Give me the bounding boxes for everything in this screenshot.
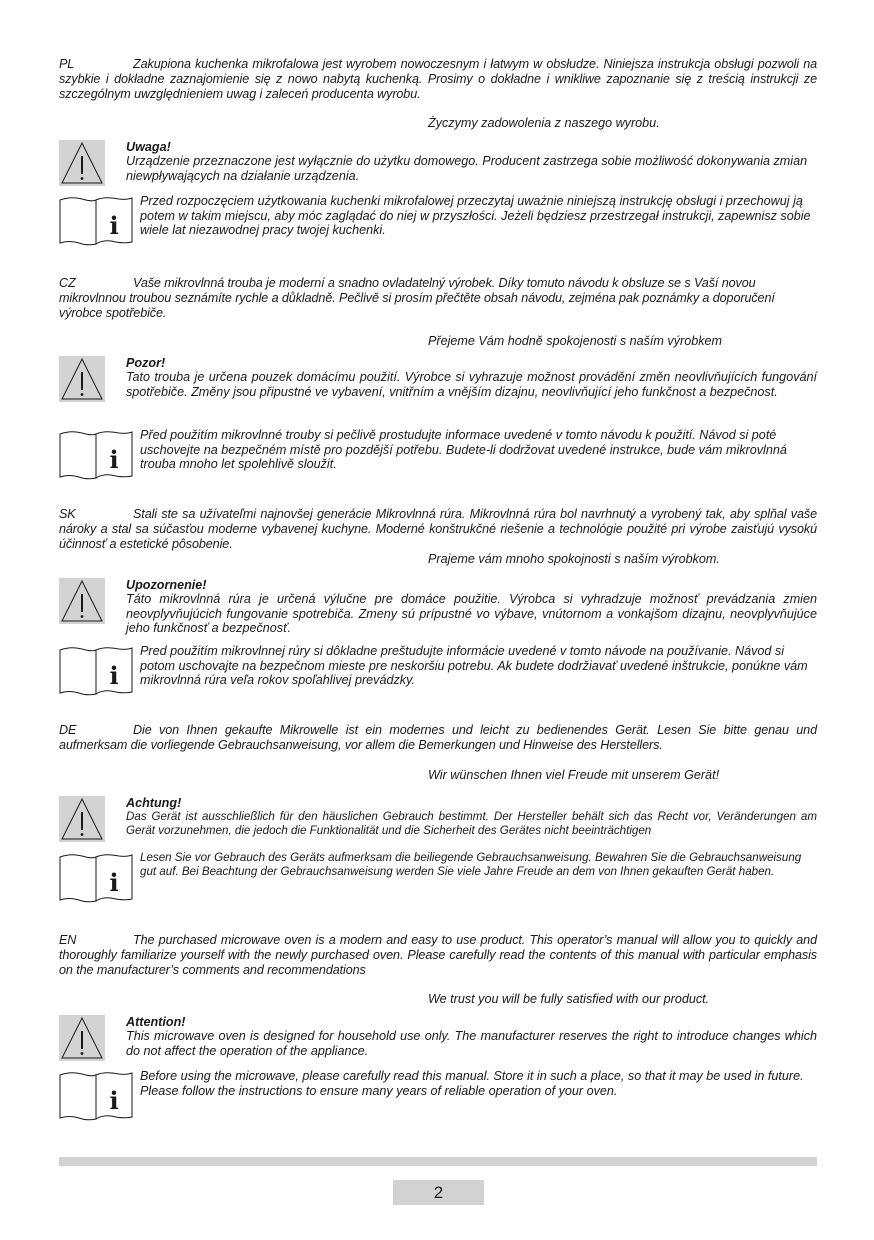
intro-paragraph bbox=[59, 507, 817, 553]
warning-body: Das Gerät ist ausschließlich für den häuslichen Gebrauch bestimmt. Der Hersteller behält sich das Recht vor, Veränderungen am Gerät vorzunehmen, die jedoch die Funktionalität und die Sicherheit des Gerätes nicht beeinträchtigen bbox=[126, 810, 817, 837]
svg-text:i: i bbox=[109, 1086, 119, 1115]
footer-divider bbox=[59, 1157, 817, 1166]
closing-wish: Přejeme Vám hodně spokojenosti s naším výrobkem bbox=[428, 334, 722, 348]
section-de bbox=[59, 723, 817, 897]
svg-text:i: i bbox=[109, 211, 119, 240]
language-code: PL bbox=[59, 57, 75, 71]
info-text: Před použitím mikrovlnné trouby si pečlivě prostudujte informace uvedené v tomto návodu k použití. Návod si poté uschovejte na bezpečném místě pro pozdější potřebu. Budete-li dodržovat uvedené instrukce, bude vám mikrovlnná trouba mnoho let spolehlivě sloužit. bbox=[140, 428, 787, 471]
intro-text: Vaše mikrovlnná trouba je moderní a snadno ovladatelný výrobek. Díky tomuto návodu k obsluze se s Vaší novou mikrovlnnou troubou seznámíte rychle a důkladně. Pečlivě si prosím přečtěte obsah návodu, zejména pak poznámky a doporučení výrobce spotřebiče. bbox=[59, 276, 775, 321]
language-code: EN bbox=[59, 933, 77, 947]
language-code: DE bbox=[59, 723, 77, 737]
warning-title: Upozornenie! bbox=[126, 578, 207, 592]
warning-body: Urządzenie przeznaczone jest wyłącznie do użytku domowego. Producent zastrzega sobie możliwość dokonywania zmian niewpływających na działanie urządzenia. bbox=[126, 154, 808, 183]
warning-triangle-icon bbox=[59, 356, 105, 402]
warning-triangle-icon bbox=[59, 140, 105, 186]
info-text: Przed rozpoczęciem użytkowania kuchenki mikrofalowej przeczytaj uważnie niniejszą instrukcję obsługi i przechowuj ją potem w takim miejscu, aby móc zaglądać do niej w przyszłości. Jeżeli będziesz przestrzegał instrukcji, zapewnisz sobie wiele lat niezawodnej pracy twojej kuchenki. bbox=[140, 194, 811, 237]
closing-wish: Prajeme vám mnoho spokojnosti s naším výrobkom. bbox=[428, 552, 720, 566]
closing-wish: Wir wünschen Ihnen viel Freude mit unserem Gerät! bbox=[428, 768, 720, 782]
closing-wish: We trust you will be fully satisfied with our product. bbox=[428, 992, 710, 1006]
language-code: SK bbox=[59, 507, 76, 521]
language-code: CZ bbox=[59, 276, 76, 290]
warning-title: Attention! bbox=[126, 1015, 186, 1029]
intro-paragraph bbox=[59, 276, 817, 322]
intro-text: The purchased microwave oven is a modern and easy to use product. This operator’s manual will allow you to quickly and thoroughly familiarize yourself with the newly purchased oven. Please carefully read the contents of this manual with particular emphasis on the manufacturer’s comments and recommendations bbox=[59, 933, 817, 978]
info-book-icon bbox=[59, 1069, 135, 1115]
closing-wish: Życzymy zadowolenia z naszego wyrobu. bbox=[428, 116, 660, 130]
info-book-icon bbox=[59, 194, 135, 240]
svg-text:i: i bbox=[109, 445, 119, 474]
warning-title: Uwaga! bbox=[126, 140, 171, 154]
warning-title: Achtung! bbox=[126, 796, 182, 810]
section-cz bbox=[59, 276, 817, 474]
page-number: 2 bbox=[393, 1180, 484, 1205]
info-text: Lesen Sie vor Gebrauch des Geräts aufmerksam die beiliegende Gebrauchsanweisung. Bewahren Sie die Gebrauchsanweisung gut auf. Bei Beachtung der Gebrauchsanweisung werden Sie viele Jahre Freude an dem von Ihnen gekauften Gerät haben. bbox=[140, 851, 802, 878]
intro-text: Zakupiona kuchenka mikrofalowa jest wyrobem nowoczesnym i łatwym w obsłudze. Niniejsza instrukcja obsługi pozwoli na szybkie i dokładne zaznajomienie się z nowo nabytą kuchenką. Prosimy o dokładne i wnikliwe zapoznanie się z treścią instrukcji ze szczególnym uwzględnieniem uwag i zaleceń producenta wyrobu. bbox=[59, 57, 817, 102]
section-en bbox=[59, 933, 817, 1115]
warning-triangle-icon bbox=[59, 796, 105, 842]
intro-paragraph bbox=[59, 57, 817, 103]
intro-text: Stali ste sa užívateľmi najnovšej generácie Mikrovlnná rúra. Mikrovlnná rúra bol navrhnutý a vyrobený tak, aby splňal vaše nároky a stal sa súčasťou moderne vybavenej kuchyne. Moderné konštrukčné riešenie a technológie použité pri výrobe zaisťujú vysokú účinnosť a estetické pôsobenie. bbox=[59, 507, 817, 552]
svg-text:i: i bbox=[109, 868, 119, 897]
svg-text:i: i bbox=[109, 661, 119, 690]
warning-triangle-icon bbox=[59, 578, 105, 624]
intro-paragraph bbox=[59, 933, 817, 979]
warning-body: Táto mikrovlnná rúra je určená výlučne pre domáce použitie. Výrobca si vyhradzuje možnosť prevádzania zmien neovplyvňujúcich fungovanie spotrebiča. Zmeny sú prípustné vo výbave, vnútornom a vonkajšom dizajnu, neovplyvňujúce jeho funkčnosť a bezpečnosť. bbox=[126, 592, 817, 635]
info-book-icon bbox=[59, 644, 135, 690]
intro-paragraph bbox=[59, 723, 817, 753]
intro-text: Die von Ihnen gekaufte Mikrowelle ist ein modernes und leicht zu bedienendes Gerät. Lesen Sie bitte genau und aufmerksam die vorliegende Gebrauchsanweisung, vor allem die Bemerkungen und Hinweise des Herstellers. bbox=[59, 723, 817, 753]
info-text: Pred použitím mikrovlnnej rúry si dôkladne preštudujte informácie uvedené v tomto návode na používanie. Návod si potom uschovajte na bezpečnom mieste pre neskoršiu potrebu. Ak budete dodržiavať uvedené inštrukcie, ponúkne vám mikrovlnná rúra veľa rokov spoľahlivej prevádzky. bbox=[140, 644, 808, 687]
warning-triangle-icon bbox=[59, 1015, 105, 1061]
section-pl bbox=[59, 57, 817, 240]
info-book-icon bbox=[59, 428, 135, 474]
section-sk bbox=[59, 507, 817, 690]
info-book-icon bbox=[59, 851, 135, 897]
warning-body: Tato trouba je určena pouzek domácímu použití. Výrobce si vyhrazuje možnost provádění změn neovlivňujících fungování spotřebiče. Změny jsou připustné ve vybavení, vnitřním a vnějším dizajnu, neovlivňující jeho funkčnost a bezpečnost. bbox=[126, 370, 817, 399]
warning-title: Pozor! bbox=[126, 356, 166, 370]
warning-body: This microwave oven is designed for household use only. The manufacturer reserves the right to introduce changes which do not affect the operation of the appliance. bbox=[126, 1029, 817, 1058]
info-text: Before using the microwave, please carefully read this manual. Store it in such a place, so that it may be used in future. Please follow the instructions to ensure many years of reliable operation of your oven. bbox=[140, 1069, 804, 1098]
